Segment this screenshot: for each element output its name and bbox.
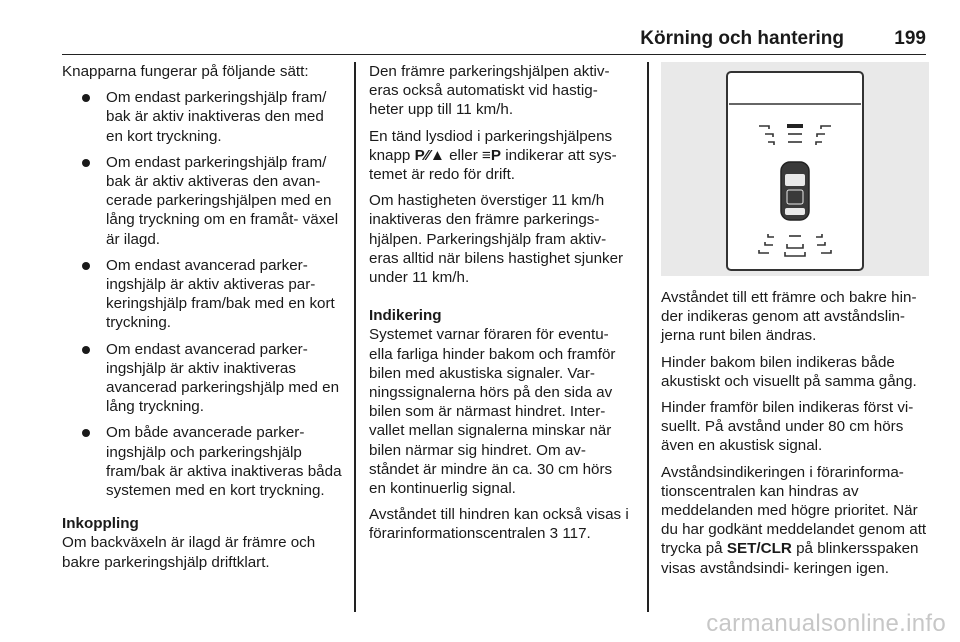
paragraph: Den främre parkeringshjälpen aktiv- eras också automatiskt vid hastig- heter upp till 11 km/h. <box>369 63 610 119</box>
inkoppling-paragraph: Om backväxeln är ilagd är främre och bakre parkeringshjälp driftklart. <box>62 534 316 571</box>
section-heading-inkoppling: Inkoppling <box>62 515 139 533</box>
text: indikerar att sys- temet är redo för drift. <box>369 146 617 184</box>
column-middle <box>369 62 633 551</box>
paragraph: Avståndet till ett främre och bakre hin- der indikeras genom att avståndslin- jerna runt bilen ändras. <box>661 289 917 345</box>
button-function-list <box>62 88 344 500</box>
list-item: Om både avancerade parker- ingshjälp och parkeringshjälp fram/bak är aktiva inaktiveras båda systemen med en kort tryckning. <box>62 423 344 500</box>
page-reference: 3 117. <box>549 525 591 543</box>
chapter-title: Körning och hantering <box>640 28 844 49</box>
watermark: carmanualsonline.info <box>706 610 946 637</box>
intro-paragraph: Knapparna fungerar på följande sätt: <box>62 63 309 80</box>
text: eller <box>449 146 478 164</box>
paragraph: Systemet varnar föraren för eventu- ella farliga hinder bakom och framför bilen med akustiska signaler. Var- ningssignalerna hörs på den sida av bilen som är närmast hindret. Inter- vallet mellan signalerna minskar när bilen närmar sig hindret. Om av- ståndet är mindre än ca. 30 cm hörs en kontinuerlig signal. <box>369 326 616 498</box>
column-divider <box>647 62 649 612</box>
parking-display-illustration <box>661 62 929 276</box>
front-parking-assist-icon: P⁄⁄▲ <box>414 146 445 164</box>
column-divider <box>354 62 356 612</box>
list-item: Om endast parkeringshjälp fram/ bak är aktiv aktiveras den avan- cerade parkeringshjälpen med en lång tryckning om en framåt- växel är ilagd. <box>62 153 344 249</box>
paragraph: Om hastigheten överstiger 11 km/h inaktiveras den främre parkerings- hjälpen. Parkeringshjälp fram aktiv- eras alltid när bilens hastighet sjunker under 11 km/h. <box>369 192 624 287</box>
section-heading-indikering: Indikering <box>369 307 442 325</box>
text: på blinkersspaken visas avståndsindi- keringen igen. <box>661 540 919 577</box>
column-right <box>661 62 929 585</box>
paragraph <box>369 505 633 543</box>
advanced-parking-assist-icon: ≡P <box>482 146 502 164</box>
list-item: Om endast avancerad parker- ingshjälp är aktiv inaktiveras avancerad parkeringshjälp med en lång tryckning. <box>62 340 344 417</box>
list-item: Om endast parkeringshjälp fram/ bak är aktiv inaktiveras den med en kort tryckning. <box>62 88 344 146</box>
page-header <box>62 28 926 55</box>
paragraph <box>661 463 929 578</box>
page-number: 199 <box>894 28 926 49</box>
set-clr-button-label: SET/CLR <box>726 540 792 558</box>
paragraph <box>369 127 633 185</box>
paragraph: Hinder framför bilen indikeras först vi- suellt. På avstånd under 80 cm hörs även en akustisk signal. <box>661 399 914 455</box>
paragraph: Hinder bakom bilen indikeras både akustiskt och visuellt på samma gång. <box>661 353 917 390</box>
list-item: Om endast avancerad parker- ingshjälp är aktiv aktiveras par- keringshjälp fram/bak med en kort tryckning. <box>62 256 344 333</box>
text: En tänd lysdiod i parkeringshjälpens knapp <box>369 127 613 164</box>
text: Avståndsindikeringen i förarinforma- tionscentralen kan hindras av meddelanden med högre prioritet. När du har godkänt meddelandet genom att trycka på <box>661 463 927 558</box>
parking-display-graphic <box>661 62 929 276</box>
column-left <box>62 62 344 579</box>
text: Avståndet till hindren kan också visas i förarinformationscentralen <box>369 506 629 543</box>
